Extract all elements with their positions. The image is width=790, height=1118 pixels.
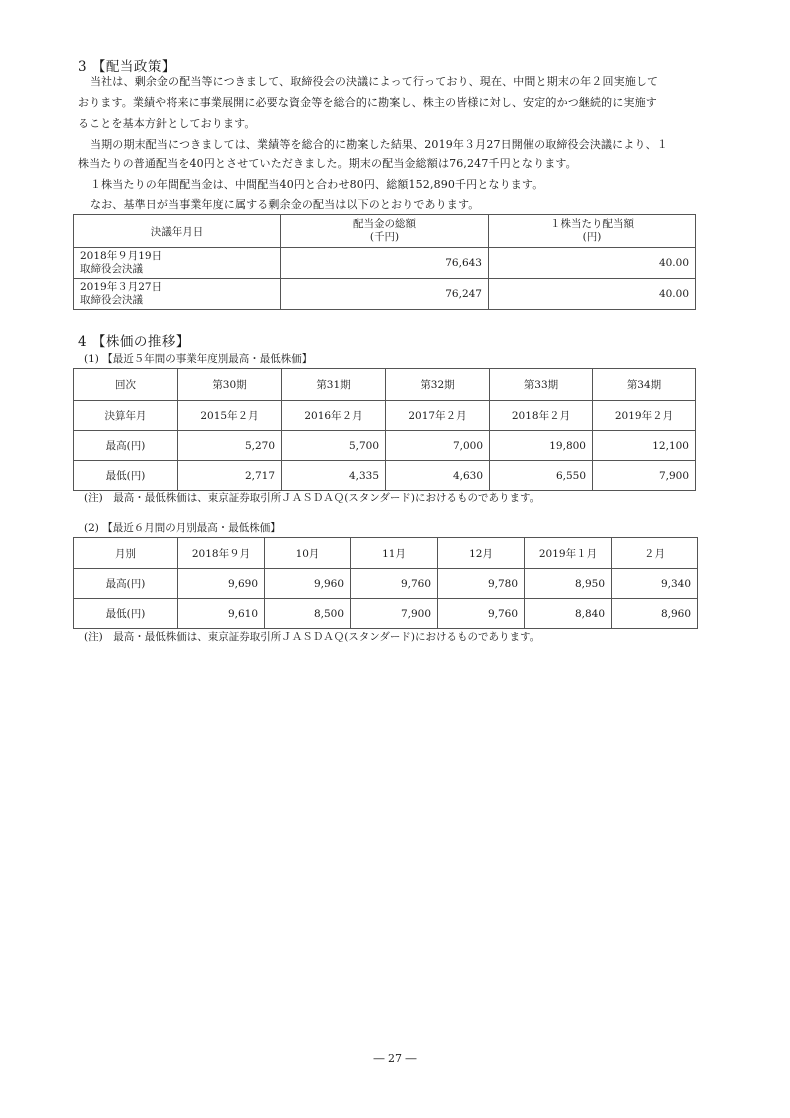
resolution-date-cell: 2018年９月19日 取締役会決議 bbox=[74, 248, 281, 279]
paragraph-line: なお、基準日が当事業年度に属する剰余金の配当は以下のとおりであります。 bbox=[90, 198, 480, 211]
fiscal-month-cell: 2016年２月 bbox=[282, 401, 386, 431]
header-per-share-dividend: １株当たり配当額 (円) bbox=[489, 215, 696, 248]
period-cell: 第34期 bbox=[593, 369, 696, 401]
table-row-high bbox=[74, 569, 698, 599]
fiscal-month-cell: 2015年２月 bbox=[178, 401, 282, 431]
fiscal-month-cell: 2019年２月 bbox=[593, 401, 696, 431]
monthly-stock-price-table bbox=[73, 537, 698, 629]
table-row-high bbox=[74, 431, 696, 461]
fiscal-month-cell: 2017年２月 bbox=[386, 401, 490, 431]
row-label: 最高(円) bbox=[74, 569, 178, 599]
high-price-cell: 9,690 bbox=[178, 569, 265, 599]
row-label: 最低(円) bbox=[74, 461, 178, 491]
low-price-cell: 6,550 bbox=[490, 461, 593, 491]
table-row-period bbox=[74, 369, 696, 401]
note-annual: (注) 最高・最低株価は、東京証券取引所ＪＡＳＤＡＱ(スタンダード)におけるものであります。 bbox=[84, 492, 541, 504]
paragraph-line: おります。業績や将来に事業展開に必要な資金等を総合的に勘案し、株主の皆様に対し、安定的かつ継続的に実施す bbox=[78, 96, 657, 109]
month-cell: ２月 bbox=[612, 538, 698, 569]
fiscal-month-cell: 2018年２月 bbox=[490, 401, 593, 431]
month-cell: 2019年１月 bbox=[525, 538, 612, 569]
high-price-cell: 5,270 bbox=[178, 431, 282, 461]
table-row bbox=[74, 279, 696, 310]
low-price-cell: 8,840 bbox=[525, 599, 612, 629]
row-label: 月別 bbox=[74, 538, 178, 569]
month-cell: 12月 bbox=[438, 538, 525, 569]
high-price-cell: 9,960 bbox=[265, 569, 351, 599]
note-monthly: (注) 最高・最低株価は、東京証券取引所ＪＡＳＤＡＱ(スタンダード)におけるものであります。 bbox=[84, 631, 541, 643]
low-price-cell: 7,900 bbox=[351, 599, 438, 629]
section-heading-dividend-policy: 3 【配当政策】 bbox=[78, 59, 176, 75]
month-cell: 2018年９月 bbox=[178, 538, 265, 569]
low-price-cell: 4,335 bbox=[282, 461, 386, 491]
high-price-cell: 9,340 bbox=[612, 569, 698, 599]
low-price-cell: 7,900 bbox=[593, 461, 696, 491]
row-label: 決算年月 bbox=[74, 401, 178, 431]
table-header-row bbox=[74, 215, 696, 248]
per-share-dividend-cell: 40.00 bbox=[489, 248, 696, 279]
total-dividend-cell: 76,643 bbox=[281, 248, 489, 279]
high-price-cell: 7,000 bbox=[386, 431, 490, 461]
header-total-dividend: 配当金の総額 (千円) bbox=[281, 215, 489, 248]
resolution-date-cell: 2019年３月27日 取締役会決議 bbox=[74, 279, 281, 310]
table-row-low bbox=[74, 461, 696, 491]
high-price-cell: 12,100 bbox=[593, 431, 696, 461]
low-price-cell: 8,960 bbox=[612, 599, 698, 629]
high-price-cell: 5,700 bbox=[282, 431, 386, 461]
period-cell: 第33期 bbox=[490, 369, 593, 401]
table-row-fiscal bbox=[74, 401, 696, 431]
row-label: 回次 bbox=[74, 369, 178, 401]
high-price-cell: 9,760 bbox=[351, 569, 438, 599]
paragraph-line: ることを基本方針としております。 bbox=[78, 117, 256, 130]
high-price-cell: 8,950 bbox=[525, 569, 612, 599]
annual-stock-price-table bbox=[73, 368, 696, 491]
total-dividend-cell: 76,247 bbox=[281, 279, 489, 310]
low-price-cell: 9,760 bbox=[438, 599, 525, 629]
table-row-month bbox=[74, 538, 698, 569]
paragraph-line: １株当たりの年間配当金は、中間配当40円と合わせ80円、総額152,890千円となります。 bbox=[90, 178, 544, 191]
table-row-low bbox=[74, 599, 698, 629]
low-price-cell: 8,500 bbox=[265, 599, 351, 629]
month-cell: 10月 bbox=[265, 538, 351, 569]
header-resolution-date: 決議年月日 bbox=[74, 215, 281, 248]
high-price-cell: 19,800 bbox=[490, 431, 593, 461]
high-price-cell: 9,780 bbox=[438, 569, 525, 599]
section-heading-stock-price: 4 【株価の推移】 bbox=[78, 334, 190, 350]
dividend-table bbox=[73, 214, 696, 310]
paragraph-line: 当期の期末配当につきましては、業績等を総合的に勘案した結果、2019年３月27日開催の取締役会決議により、１ bbox=[90, 138, 668, 151]
low-price-cell: 9,610 bbox=[178, 599, 265, 629]
paragraph-line: 当社は、剰余金の配当等につきまして、取締役会の決議によって行っており、現在、中間と期末の年２回実施して bbox=[90, 75, 659, 88]
period-cell: 第32期 bbox=[386, 369, 490, 401]
row-label: 最低(円) bbox=[74, 599, 178, 629]
low-price-cell: 2,717 bbox=[178, 461, 282, 491]
subsection-title-monthly: (2) 【最近６月間の月別最高・最低株価】 bbox=[84, 522, 281, 534]
low-price-cell: 4,630 bbox=[386, 461, 490, 491]
paragraph-line: 株当たりの普通配当を40円とさせていただきました。期末の配当金総額は76,247千円となります。 bbox=[78, 157, 577, 170]
table-row bbox=[74, 248, 696, 279]
month-cell: 11月 bbox=[351, 538, 438, 569]
page-number: ― 27 ― bbox=[373, 1052, 417, 1065]
per-share-dividend-cell: 40.00 bbox=[489, 279, 696, 310]
row-label: 最高(円) bbox=[74, 431, 178, 461]
period-cell: 第31期 bbox=[282, 369, 386, 401]
subsection-title-annual: (1) 【最近５年間の事業年度別最高・最低株価】 bbox=[84, 353, 313, 365]
period-cell: 第30期 bbox=[178, 369, 282, 401]
